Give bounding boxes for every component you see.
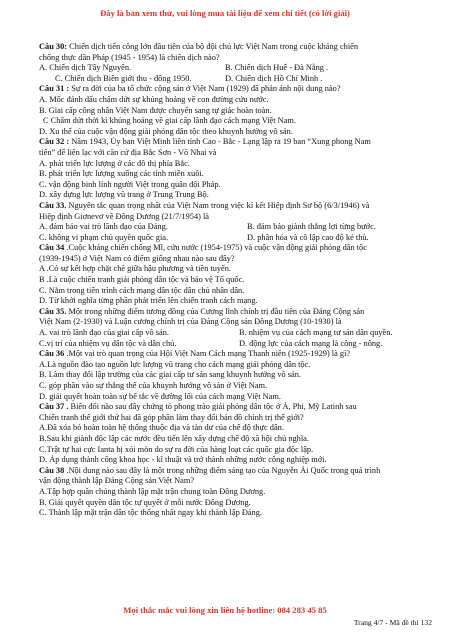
question-30-stem: Câu 30: Chiến dịch tiến công lớn đầu tiên của bộ đội chủ lực Việt Nam trong cuộc kháng chiến: [39, 42, 359, 51]
option-c: C. góp phần vào sự thắng thế của khuynh hướng vô sản ở Việt Nam.: [39, 381, 268, 390]
option-c: C. vận động binh lính người Việt trong quân đội Pháp.: [39, 179, 221, 189]
question-32-stem: Câu 32 : Năm 1943, Ủy ban Việt Minh liên tỉnh Cao - Bắc - Lạng lập ra 19 ban “Xung phong Nam: [39, 137, 371, 147]
question-36-stem: Câu 36 .Một vai trò quan trọng của Hội Việt Nam Cách mạng Thanh niên (1925-1929) là gì?: [39, 349, 351, 359]
question-33-stem: Câu 33. Nguyên tắc quan trọng nhất của Việt Nam trong việc kí kết Hiệp định Sơ bộ (6/3/1946) và: [39, 200, 370, 210]
option-b: B. Giai cấp công nhân Việt Nam được chuyển sang tự giác hoàn toàn.: [39, 105, 272, 115]
question-30-options-row-2: [39, 74, 425, 85]
option-b: B. phát triển lực lượng xuống các tỉnh miền xuôi.: [39, 169, 204, 179]
hotline-notice: Mọi thắc mắc vui lòng xin liên hệ hotline: 084 283 45 85: [123, 605, 327, 615]
option-c: C.vị trí của nhiệm vụ dân tộc và dân chủ.: [39, 338, 177, 348]
option-b: B. Giải quyết quyền dân tộc tự quyết ở mỗi nước Đông Dương.: [39, 497, 251, 507]
option-a: A .Có sự kết hợp chặt chẽ giữa hậu phương và tiền tuyến.: [39, 264, 232, 274]
option-c: C. Thành lập mặt trận dân tộc thống nhất ngay khi thành lập Đảng.: [39, 508, 262, 518]
option-d: D. xây dựng lực lượng vũ trang ở Trung Trung Bộ.: [39, 190, 209, 200]
question-34-stem: Câu 34 .Cuộc kháng chiến chống Mĩ, cứu nước (1954-1975) và cuộc vận động giải phóng dân tộc: [39, 243, 367, 253]
option-d: D. Áp dụng thành công khoa học - kĩ thuật và trở thành những nước công nghiệp mới.: [39, 455, 327, 465]
option-a: A. đảm bảo vai trò lãnh đạo của Đảng.: [39, 222, 168, 232]
preview-notice: Đây là bản xem thử, vui lòng mua tài liệu để xem chi tiết (có lời giải): [100, 8, 350, 18]
option-a: A. Chiến dịch Tây Nguyên.: [39, 63, 132, 73]
option-b: B.Sau khi giành độc lập các nước đều tiến lên xây dựng chế độ xã hội chủ nghĩa.: [39, 433, 309, 443]
option-d: D. giải quyết hoàn toàn sự bế tắc về đường lối của cách mạng Việt Nam.: [39, 391, 281, 401]
question-30-number: Câu 30:: [39, 42, 68, 51]
option-c: C. Nằm trong tiến trình cách mạng dân tộc dân chủ nhân dân.: [39, 285, 245, 295]
option-b: B .Là cuộc chiến tranh giải phóng dân tộc và bảo vệ Tổ quốc.: [39, 275, 245, 285]
option-d: D. Từ khởi nghĩa từng phần phát triển lên chiến tranh cách mạng.: [39, 296, 258, 306]
option-b: B. Chiến dịch Huế - Đà Nẵng .: [225, 63, 329, 73]
question-38-stem: Câu 38 .Nội dung nào sau đây là một trong những điểm sáng tạo của Nguyễn Ái Quốc trong quá trình: [39, 465, 381, 475]
option-b: B. nhiệm vụ của cách mạng tư sản dân quyền.: [239, 328, 393, 338]
option-a: A.Là nguồn đào tạo nguồn lực lượng vũ trang cho cách mạng giải phóng dân tộc.: [39, 359, 311, 369]
option-d: D. Chiến dịch Hồ Chí Minh .: [225, 73, 323, 83]
option-b: B. Làm thay đổi lập trường của các giai cấp tư sản sang khuynh hướng vô sản.: [39, 370, 301, 380]
page-info: Trang 4/7 - Mã đề thi 132: [353, 618, 432, 627]
question-35-stem: Câu 35. Một trong những điểm tương đồng của Cương lĩnh chính trị đầu tiên của Đảng Cộng sản: [39, 306, 365, 316]
question-list: Câu 30: Chiến dịch tiến công lớn đầu tiên của bộ đội chủ lực Việt Nam trong cuộc kháng chiến chống thực dân Pháp (1945 - 1954) là chiến dịch nào? A. Chiến dịch Tây Nguyên. B. Chiến dịch Huế - Đà Nẵng . C. Chiến dịch Biên giới thu - đông 1950. D. Chiến dịch Hồ Chí Minh . Câu 31 : Sự ra đời của ba tổ chức cộng sản ở Việt Nam (1929) đã phản ánh nội dung nào? A. Mốc đánh dấu chấm dứt sự khủng hoảng về con đường cứu nước. B. Giai cấp công nhân Việt Nam được chuyển sang tự giác hoàn toàn. C Chấm dứt thời kì khủng hoảng về giai cấp lãnh đạo cách mạng Việt Nam. D. Xu thế của cuộc vận động giải phóng dân tộc theo khuynh hướng vô sản. Câu 32 : Năm 1943, Ủy ban Việt Minh liên tỉnh Cao - Bắc - Lạng lập ra 19 ban “Xung phong Nam tiến” để liên lạc với căn cứ địa Bắc Sơn - Võ Nhai và A. phát triển lực lượng ở các đô thị phía Bắc. B. phát triển lực lượng xuống các tỉnh miền xuôi. C. vận động binh lính người Việt trong quân đội Pháp. D. xây dựng lực lượng vũ trang ở Trung Trung Bộ. Câu 33. Nguyên tắc quan trọng nhất của Việt Nam trong việc kí kết Hiệp định Sơ bộ (6/3/1946) và Hiệp định Giơnevơ về Đông Dương (21/7/1954) là A. đảm bảo vai trò lãnh đạo của Đảng. B. đảm bảo giành thắng lợi từng bước. C. không vi phạm chủ quyền quốc gia. D. phân hóa và cô lập cao độ kẻ thù. Câu 34 .Cuộc kháng chiến chống Mĩ, cứu nước (1954-1975) và cuộc vận động giải phóng dân tộc (1939-1945) ở Việt Nam có điểm giống nhau nào sau đây? A .Có sự kết hợp chặt chẽ giữa hậu phương và tiền tuyến. B .Là cuộc chiến tranh giải phóng dân tộc và bảo vệ Tổ quốc. C. Nằm trong tiến trình cách mạng dân tộc dân chủ nhân dân. D. Từ khởi nghĩa từng phần phát triển lên chiến tranh cách mạng. Câu 35. Một trong những điểm tương đồng của Cương lĩnh chính trị đầu tiên của Đảng Cộng sản Việt Nam (2-1930) và Luận cương chính trị của Đảng Cộng sản Đông Dương (10-1930) là A. vai trò lãnh đạo của giai cấp vô sản. B. nhiệm vụ của cách mạng tư sản dân quyền. C.vị trí của nhiệm vụ dân tộc và dân chủ. D. động lực của cách mạng là công - nông. Câu 36 .Một vai trò quan trọng của Hội Việt Nam Cách mạng Thanh niên (1925-1929) là gì? A.Là nguồn đào tạo nguồn lực lượng vũ trang cho cách mạng giải phóng dân tộc. B. Làm thay đổi lập trường của các giai cấp tư sản sang khuynh hướng vô sản. C. góp phần vào sự thắng thế của khuynh hướng vô sản ở Việt Nam. D. giải quyết hoàn toàn sự bế tắc về đường lối của cách mạng Việt Nam. Câu 37 . Biến đổi nào sau đây chứng tỏ phong trào giải phóng dân tộc ở Á, Phi, Mỹ Latinh sau Chiến tranh thế giới thứ hai đã góp phần làm thay đổi bản đồ chính trị thế giới? A.Đã xóa bỏ hoàn toàn hệ thống thuộc địa và tàn dư của chế độ thực dân. B.Sau khi giành độc lập các nước đều tiến lên xây dựng chế độ xã hội chủ nghĩa. C.Trật tự hai cực Ianta bị xói mòn do sự ra đời của hàng loạt các quốc gia độc lập. D. Áp dụng thành công khoa học - kĩ thuật và trở thành những nước công nghiệp mới. Câu 38 .Nội dung nào sau đây là một trong những điểm sáng tạo của Nguyễn Ái Quốc trong quá trình vận động thành lập Đảng Cộng sản Việt Nam? A.Tập hợp quần chúng thành lập mặt trận chung toàn Đông Dương. B. Giải quyết quyền dân tộc tự quyết ở mỗi nước Đông Dương. C. Thành lập mặt trận dân tộc thống nhất ngay khi thành lập Đảng.: [39, 42, 425, 519]
option-c: C.Trật tự hai cực Ianta bị xói mòn do sự ra đời của hàng loạt các quốc gia độc lập.: [39, 444, 314, 454]
option-d: D. Xu thế của cuộc vận động giải phóng dân tộc theo khuynh hướng vô sản.: [39, 126, 293, 136]
option-a: A. Mốc đánh dấu chấm dứt sự khủng hoảng về con đường cứu nước.: [39, 94, 269, 104]
option-d: D. động lực của cách mạng là công - nông.: [239, 338, 383, 348]
question-31-stem: Câu 31 : Sự ra đời của ba tổ chức cộng sản ở Việt Nam (1929) đã phản ánh nội dung nào?: [39, 84, 341, 94]
question-37-stem: Câu 37 . Biến đổi nào sau đây chứng tỏ phong trào giải phóng dân tộc ở Á, Phi, Mỹ Latinh sau: [39, 402, 357, 412]
option-a: A. phát triển lực lượng ở các đô thị phía Bắc.: [39, 158, 190, 168]
question-30-options-row-1: [39, 63, 425, 74]
option-c: C. Chiến dịch Biên giới thu - đông 1950.: [55, 73, 192, 83]
option-c: C. không vi phạm chủ quyền quốc gia.: [39, 232, 169, 242]
option-a: A.Tập hợp quần chúng thành lập mặt trận chung toàn Đông Dương.: [39, 486, 266, 496]
option-a: A.Đã xóa bỏ hoàn toàn hệ thống thuộc địa và tàn dư của chế độ thực dân.: [39, 423, 284, 433]
option-b: B. đảm bảo giành thắng lợi từng bước.: [247, 222, 376, 232]
option-a: A. vai trò lãnh đạo của giai cấp vô sản.: [39, 328, 169, 338]
option-d: D. phân hóa và cô lập cao độ kẻ thù.: [247, 232, 369, 242]
option-c: C Chấm dứt thời kì khủng hoảng về giai cấp lãnh đạo cách mạng Việt Nam.: [43, 116, 296, 126]
